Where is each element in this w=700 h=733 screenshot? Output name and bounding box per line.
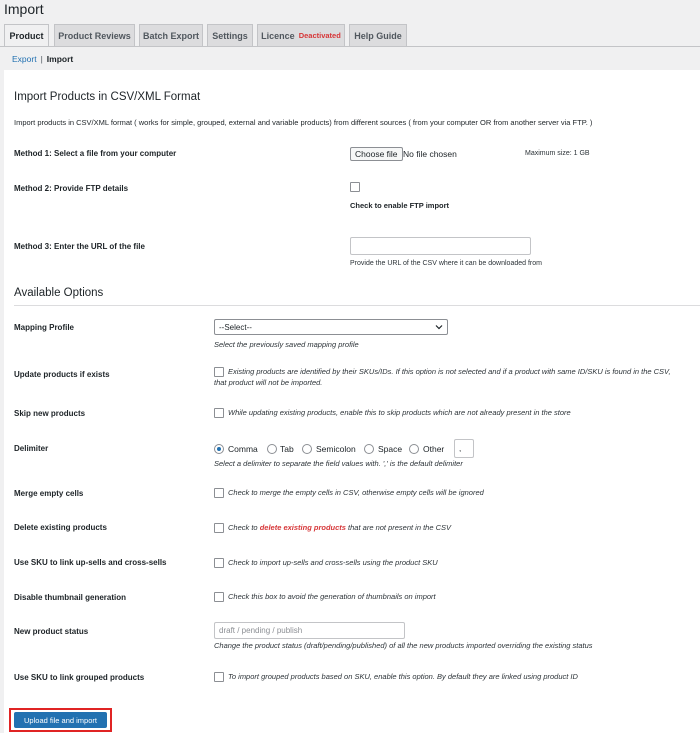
- tab-help-guide[interactable]: [349, 24, 407, 46]
- method1-label: Method 1: Select a file from your computer: [14, 149, 177, 158]
- deactivated-badge: Deactivated: [298, 31, 341, 40]
- section-title-options: Available Options: [14, 287, 104, 299]
- update-products-help-line1: Existing products are identified by their SKUs/IDs. If this option is not selected and if a product with same ID/SKU is found in the CSV,: [228, 367, 671, 376]
- mapping-profile-label: Mapping Profile: [14, 323, 74, 332]
- tab-batch-export[interactable]: [139, 24, 203, 46]
- product-status-input[interactable]: draft / pending / publish: [214, 622, 405, 639]
- url-help: Provide the URL of the CSV where it can be downloaded from: [350, 260, 542, 267]
- section-divider: [14, 305, 700, 306]
- delete-existing-checkbox[interactable]: [214, 523, 224, 533]
- delimiter-radio-comma[interactable]: [214, 444, 224, 454]
- mapping-selected-value: --Select--: [219, 322, 252, 332]
- tab-label: Settings: [212, 30, 248, 41]
- method3-label: Method 3: Enter the URL of the file: [14, 242, 145, 251]
- delete-existing-help: [228, 523, 451, 532]
- tab-licence[interactable]: [257, 24, 345, 46]
- sku-upsells-label: Use SKU to link up-sells and cross-sells: [14, 558, 167, 567]
- merge-empty-help: Check to merge the empty cells in CSV, otherwise empty cells will be ignored: [228, 488, 484, 497]
- import-panel: [4, 70, 700, 733]
- tab-product-reviews[interactable]: [54, 24, 135, 46]
- delimiter-option-comma: Comma: [228, 444, 258, 454]
- tab-label: Product: [9, 31, 44, 41]
- disable-thumbnail-label: Disable thumbnail generation: [14, 593, 127, 602]
- grouped-products-help: To import grouped products based on SKU, enable this option. By default they are linked using product ID: [228, 672, 578, 681]
- delimiter-help: Select a delimiter to separate the field values with. ',' is the default delimiter: [214, 459, 463, 468]
- delimiter-label: Delimiter: [14, 444, 49, 453]
- choose-file-button[interactable]: Choose file: [350, 147, 403, 161]
- page-title: Import: [4, 1, 44, 17]
- product-status-help: Change the product status (draft/pending/published) of all the new products imported overriding the existing status: [214, 641, 593, 650]
- skip-new-products-help: While updating existing products, enable this to skip products which are not already present in the store: [228, 408, 571, 417]
- delete-existing-link[interactable]: delete existing products: [259, 523, 346, 532]
- delimiter-option-other: Other: [423, 444, 445, 454]
- upload-import-button[interactable]: Upload file and import: [14, 712, 107, 728]
- update-products-checkbox[interactable]: [214, 367, 224, 377]
- delimiter-radio-tab[interactable]: [267, 444, 277, 454]
- file-status: No file chosen: [403, 149, 457, 159]
- merge-empty-label: Merge empty cells: [14, 489, 84, 498]
- merge-empty-checkbox[interactable]: [214, 488, 224, 498]
- tab-label: Help Guide: [354, 30, 402, 41]
- delimiter-radio-semicolon[interactable]: [302, 444, 312, 454]
- breadcrumb-separator: |: [40, 54, 43, 64]
- delimiter-option-tab: Tab: [280, 444, 294, 454]
- current-page-link: Import: [46, 54, 74, 64]
- disable-thumbnail-help: Check this box to avoid the generation of thumbnails on import: [228, 592, 436, 601]
- breadcrumb: [12, 54, 73, 64]
- tab-product[interactable]: [4, 24, 49, 47]
- update-products-help-line2: that product will not be imported.: [214, 378, 323, 387]
- mapping-profile-select[interactable]: [214, 319, 448, 335]
- delimiter-option-space: Space: [378, 444, 403, 454]
- max-size-note: Maximum size: 1 GB: [525, 150, 590, 157]
- method2-label: Method 2: Provide FTP details: [14, 184, 129, 193]
- tab-label: Product Reviews: [58, 30, 131, 41]
- sku-upsells-checkbox[interactable]: [214, 558, 224, 568]
- delimiter-other-input[interactable]: ,: [454, 439, 474, 458]
- delete-help-post: that are not present in the CSV: [345, 523, 452, 532]
- section-title-import: Import Products in CSV/XML Format: [14, 91, 201, 103]
- grouped-products-label: Use SKU to link grouped products: [14, 673, 145, 682]
- delete-help-pre: Check to: [228, 523, 260, 532]
- tabs-divider: [0, 46, 700, 47]
- section-description: Import products in CSV/XML format ( works for simple, grouped, external and variable products) from different sources ( from your computer OR from another server via FTP. ): [14, 118, 593, 127]
- update-products-label: Update products if exists: [14, 370, 110, 379]
- delimiter-radio-other[interactable]: [409, 444, 419, 454]
- delimiter-option-semicolon: Semicolon: [316, 444, 356, 454]
- grouped-products-checkbox[interactable]: [214, 672, 224, 682]
- sku-upsells-help: Check to import up-sells and cross-sells using the product SKU: [228, 558, 438, 567]
- tab-label: Licence: [261, 30, 295, 41]
- mapping-profile-help: Select the previously saved mapping profile: [214, 340, 359, 349]
- export-link[interactable]: Export: [12, 54, 37, 64]
- chevron-down-icon: [435, 323, 443, 331]
- skip-new-products-label: Skip new products: [14, 409, 86, 418]
- tab-settings[interactable]: [207, 24, 253, 46]
- delete-existing-label: Delete existing products: [14, 523, 107, 532]
- ftp-checkbox[interactable]: [350, 182, 360, 192]
- url-input[interactable]: [350, 237, 531, 255]
- delimiter-radio-space[interactable]: [364, 444, 374, 454]
- product-status-label: New product status: [14, 627, 89, 636]
- disable-thumbnail-checkbox[interactable]: [214, 592, 224, 602]
- tab-label: Batch Export: [142, 30, 199, 41]
- skip-new-products-checkbox[interactable]: [214, 408, 224, 418]
- ftp-check-label: Check to enable FTP import: [350, 201, 450, 210]
